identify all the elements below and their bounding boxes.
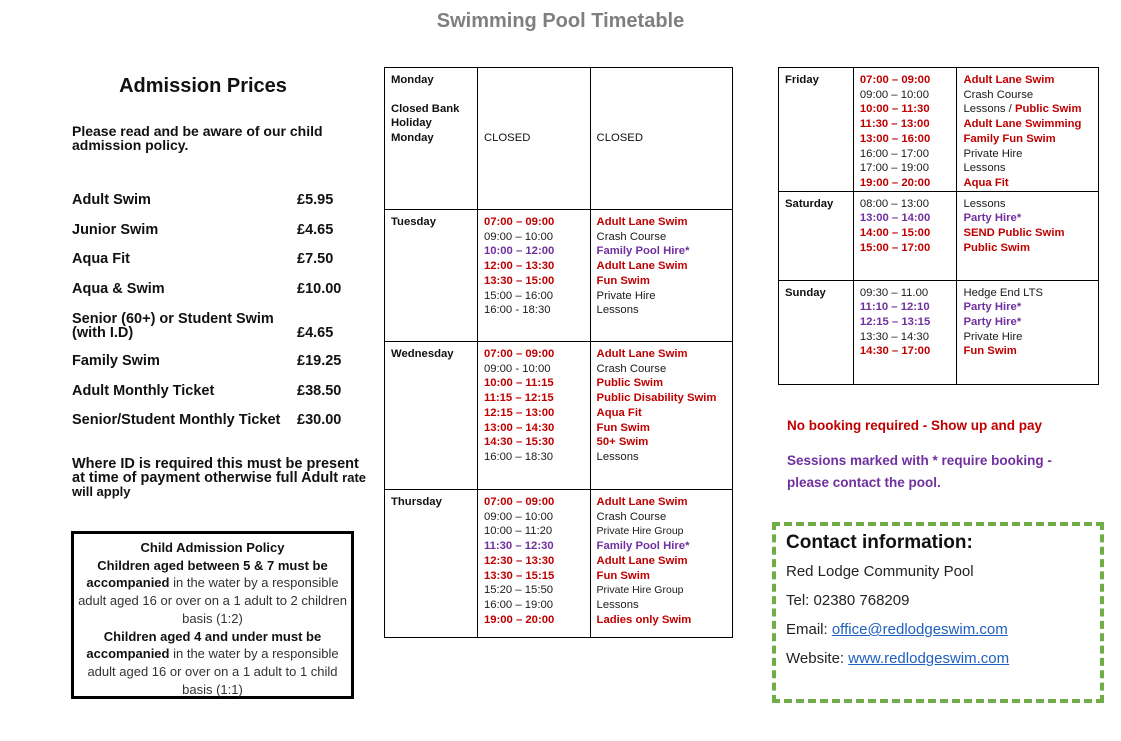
day-cell (779, 280, 854, 384)
day-cell (779, 191, 854, 280)
activities-cell (957, 191, 1099, 280)
session-activity: Party Hire* (963, 316, 1022, 329)
times-cell (477, 490, 590, 638)
rule-2-text: in the water by a responsible adult aged 16 or over on a 1 adult to 1 child basis (1:1) (87, 646, 339, 697)
session-time: 11:15 – 12:15 (483, 392, 554, 405)
session-time: 10:00 – 11:20 (483, 525, 553, 538)
rule-1-text: in the water by a responsible adult aged 16 or over on a 1 adult to 2 children basis (1:2) (78, 575, 347, 626)
website-link[interactable]: www.redlodgeswim.com (848, 650, 1010, 667)
session-time: 11:30 – 12:30 (483, 540, 554, 553)
price-value: £5.95 (297, 192, 334, 208)
times-cell (477, 342, 590, 490)
id-requirement-note (72, 457, 372, 499)
session-activity: Adult Lane Swim (596, 496, 688, 508)
session-time: 13:30 – 14:30 (859, 330, 929, 343)
session-activity: Family Fun Swim (963, 132, 1056, 145)
activities-cell (590, 342, 732, 490)
session-activity: Adult Lane Swim (963, 74, 1055, 86)
day-name: Saturday (785, 197, 834, 210)
session-activity: Public Swim (596, 377, 664, 390)
session-time: 16:00 – 19:00 (483, 598, 554, 611)
contact-name: Red Lodge Community Pool (786, 563, 974, 580)
session-time: 08:00 – 13:00 (859, 197, 929, 210)
price-value: £19.25 (297, 353, 342, 369)
session-activity: Ladies only Swim (596, 613, 692, 626)
session-time: 17:00 – 19:00 (859, 162, 929, 175)
session-time: 13:30 – 15:00 (483, 274, 555, 287)
day-name: Friday (785, 74, 819, 86)
activities-cell (957, 280, 1099, 384)
session-time: 12:15 – 13:15 (859, 316, 931, 329)
session-activity: Party Hire* (963, 212, 1022, 225)
session-time: 15:20 – 15:50 (483, 584, 554, 597)
session-activity: Crash Course (596, 230, 667, 243)
day-name: Tuesday (391, 216, 436, 228)
times-cell (853, 280, 957, 384)
day-row (779, 191, 1099, 280)
session-time: 13:00 – 16:00 (859, 132, 931, 145)
session-time: 14:30 – 15:30 (483, 436, 555, 449)
session-activity: Fun Swim (963, 345, 1017, 358)
price-value: £10.00 (297, 281, 342, 297)
session-time: 07:00 – 09:00 (859, 74, 931, 86)
booking-required-note: Sessions marked with * require booking - please contact the pool. (787, 453, 1052, 490)
session-activity: Private Hire (963, 330, 1023, 343)
session-time: 09:00 - 10:00 (483, 362, 551, 375)
price-row (72, 413, 347, 427)
day-cell (385, 68, 478, 210)
session-time: 09:00 – 10:00 (859, 88, 929, 101)
day-row (385, 490, 733, 638)
session-activity: Fun Swim (596, 274, 650, 287)
price-label: Senior (60+) or Student Swim (with I.D) (72, 311, 274, 341)
session-time: 13:00 – 14:00 (859, 212, 931, 225)
website-label: Website: (786, 650, 849, 667)
day-row (385, 210, 733, 342)
session-time: 07:00 – 09:00 (483, 348, 555, 360)
timetable-right (778, 67, 1099, 385)
price-label: Aqua & Swim (72, 281, 165, 297)
child-admission-policy (71, 531, 354, 699)
activities-cell (590, 210, 732, 342)
price-value: £4.65 (297, 325, 334, 341)
price-label: Adult Monthly Ticket (72, 383, 215, 399)
price-label: Adult Swim (72, 192, 151, 208)
times-cell (853, 68, 957, 192)
session-activity: Hedge End LTS (963, 286, 1043, 299)
session-activity: Crash Course (596, 362, 667, 375)
session-time: 09:00 – 10:00 (483, 510, 554, 523)
session-time: 12:00 – 13:30 (483, 260, 555, 273)
session-time: 16:00 – 17:00 (859, 147, 929, 160)
session-time: 14:00 – 15:00 (859, 227, 931, 240)
no-booking-note: No booking required - Show up and pay (787, 418, 1043, 433)
session-activity: Public Swim (963, 241, 1030, 254)
session-activity: Adult Lane Swim (596, 216, 688, 228)
price-value: £4.65 (297, 222, 334, 238)
session-time: 15:00 – 16:00 (483, 289, 554, 302)
session-time: 13:30 – 15:15 (483, 569, 555, 582)
contact-email (786, 621, 1100, 638)
session-activity: 50+ Swim (596, 436, 649, 449)
contact-box (772, 522, 1104, 703)
price-value: £38.50 (297, 383, 342, 399)
session-time: 11:10 – 12:10 (859, 301, 930, 314)
admission-policy-note: Please read and be aware of our child admission policy. (72, 123, 323, 153)
session-activity: Public Disability Swim (596, 392, 717, 405)
session-time: 15:00 – 17:00 (859, 241, 931, 254)
session-activity: Lessons (963, 162, 1006, 175)
id-note-tail: rate will apply (72, 470, 367, 499)
session-activity: Adult Lane Swim (596, 554, 688, 567)
child-policy-rule-1 (74, 557, 351, 628)
email-link[interactable]: office@redlodgeswim.com (831, 621, 1008, 638)
session-time: 10:00 – 12:00 (483, 245, 555, 258)
activities-cell (957, 68, 1099, 192)
session-activity: Private Hire (963, 147, 1023, 160)
price-label: Senior/Student Monthly Ticket (72, 412, 281, 428)
activity-part: Public Swim (1014, 103, 1082, 116)
session-time: 12:30 – 13:30 (483, 554, 555, 567)
session-activity: Adult Lane Swim (596, 348, 688, 360)
session-time: 19:00 – 20:00 (483, 613, 555, 626)
session-time: 10:00 – 11:30 (859, 103, 930, 116)
day-row (779, 68, 1099, 192)
price-row (72, 223, 347, 237)
session-activity: Fun Swim (596, 569, 650, 582)
session-activity: Family Pool Hire* (596, 540, 690, 553)
activities-cell (590, 68, 732, 210)
price-row (72, 354, 347, 368)
session-time: 11:30 – 13:00 (859, 118, 930, 131)
session-activity: Aqua Fit (963, 176, 1009, 189)
day-name: Monday (391, 74, 434, 86)
price-row (72, 193, 347, 207)
session-activity: Lessons (596, 598, 639, 611)
price-label: Aqua Fit (72, 251, 130, 267)
session-time: 16:00 – 18:30 (483, 450, 554, 463)
session-activity: Crash Course (963, 88, 1034, 101)
page-title: Swimming Pool Timetable (436, 10, 685, 32)
session-activity: Private Hire (596, 289, 656, 302)
timetable-left (384, 67, 733, 638)
session-activity: Adult Lane Swimming (963, 118, 1082, 131)
id-note-text: Where ID is required this must be present at time of payment otherwise full Adult (72, 456, 359, 486)
times-cell (477, 210, 590, 342)
day-row-monday (385, 68, 733, 210)
session-activity: Lessons (596, 304, 639, 317)
bank-holiday-note: Closed Bank Holiday Monday (391, 102, 460, 145)
activities-cell (590, 490, 732, 638)
child-policy-title: Child Admission Policy (140, 540, 285, 555)
session-time: 07:00 – 09:00 (483, 496, 555, 508)
session-activity: Lessons (963, 197, 1006, 210)
day-name: Sunday (785, 286, 826, 299)
day-cell (385, 490, 478, 638)
session-activity: Private Hire Group (596, 584, 684, 597)
session-activity: SEND Public Swim (963, 227, 1065, 240)
session-activity: Lessons (596, 450, 639, 463)
session-time: 12:15 – 13:00 (483, 406, 555, 419)
rule-2-bold: Children aged 4 and under must be accompanied (86, 628, 322, 662)
price-label: Family Swim (72, 353, 160, 369)
day-row (385, 342, 733, 490)
session-time: 09:30 – 11.00 (859, 286, 929, 299)
day-name: Thursday (391, 496, 442, 508)
day-cell (385, 210, 478, 342)
contact-tel: Tel: 02380 768209 (786, 592, 910, 609)
rule-1-bold: Children aged between 5 & 7 must be accompanied (86, 557, 328, 591)
session-time: 09:00 – 10:00 (483, 230, 554, 243)
day-row (779, 280, 1099, 384)
session-activity: Adult Lane Swim (596, 260, 688, 273)
session-activity (963, 102, 1098, 117)
session-time: 16:00 - 18:30 (483, 304, 551, 317)
session-time: 14:30 – 17:00 (859, 345, 931, 358)
child-policy-rule-2 (74, 628, 351, 699)
session-activity: Family Pool Hire* (596, 245, 690, 258)
price-row (72, 252, 347, 266)
admission-heading: Admission Prices (119, 75, 287, 97)
activity-part: Lessons / (963, 103, 1015, 116)
session-activity: Party Hire* (963, 301, 1022, 314)
email-label: Email: (786, 621, 832, 638)
session-activity: Aqua Fit (596, 406, 642, 419)
price-label: Junior Swim (72, 222, 159, 238)
closed-text: CLOSED (483, 132, 531, 145)
contact-title: Contact information: (786, 532, 973, 553)
session-activity: Fun Swim (596, 421, 650, 434)
price-value: £7.50 (297, 251, 334, 267)
session-time: 10:00 – 11:15 (483, 377, 554, 390)
times-cell (853, 191, 957, 280)
contact-website (786, 650, 1100, 667)
price-row (72, 282, 347, 296)
session-time: 07:00 – 09:00 (483, 216, 555, 228)
session-activity: Crash Course (596, 510, 667, 523)
session-activity: Private Hire Group (596, 525, 684, 538)
day-name: Wednesday (391, 348, 454, 360)
session-time: 19:00 – 20:00 (859, 176, 931, 189)
closed-text: CLOSED (596, 132, 644, 145)
day-cell (779, 68, 854, 192)
price-row (72, 384, 347, 398)
times-cell (477, 68, 590, 210)
price-row (72, 312, 347, 340)
day-cell (385, 342, 478, 490)
session-time: 13:00 – 14:30 (483, 421, 555, 434)
price-value: £30.00 (297, 412, 342, 428)
